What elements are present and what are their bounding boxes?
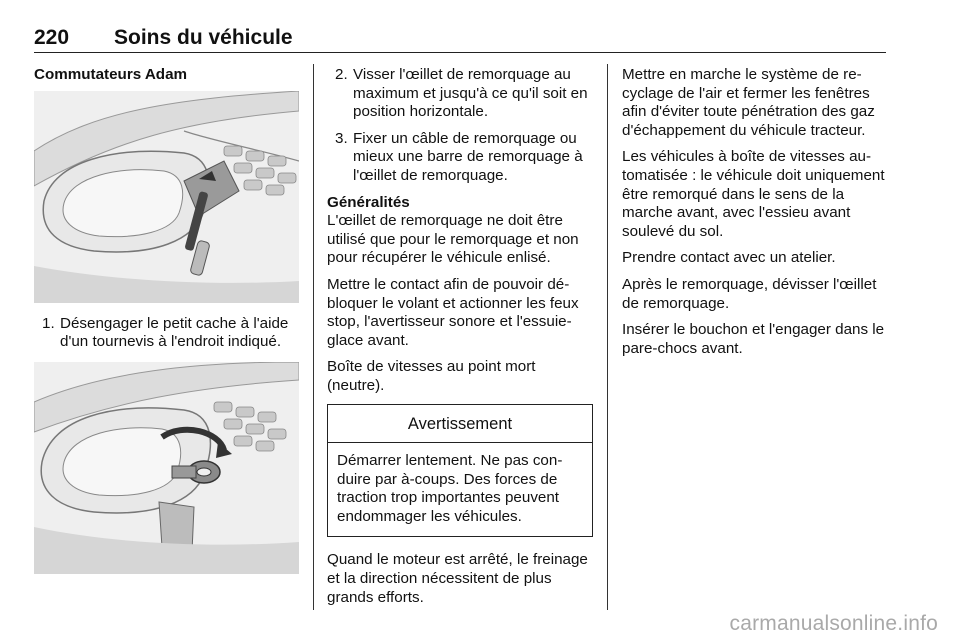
- step-text: Visser l'œillet de remorquage au maximum et jusqu'à ce qu'il soit en position horizontale.: [353, 66, 588, 121]
- column-left: [34, 66, 299, 574]
- paragraph: Prendre contact avec un atelier.: [622, 249, 836, 267]
- paragraph: Insérer le bouchon et l'engager dans le pare-chocs avant.: [622, 321, 885, 357]
- watermark: carmanualsonline.info: [729, 612, 938, 635]
- list-item: [327, 130, 593, 186]
- steps-list: [34, 315, 299, 352]
- paragraph: L'œillet de remorquage ne doit être utilisé que pour le remorquage et non pour récupérer le véhicule enlisé.: [327, 212, 579, 267]
- list-item: [34, 315, 299, 352]
- section-title: Soins du véhicule: [114, 26, 293, 49]
- column-right: [622, 66, 887, 366]
- step-number: 1.: [42, 314, 55, 332]
- step-text: Désengager le petit cache à l'aide d'un tournevis à l'endroit indiqué.: [60, 314, 289, 351]
- column-divider: [313, 64, 314, 610]
- paragraph: Mettre en marche le système de recyclage de l'air et fermer les fenêtres afin d'éviter toute pénétration des gaz d'échappement du véhicule tracteur.: [622, 66, 875, 139]
- step-text: Fixer un câble de remorquage ou mieux une barre de remorquage à l'œillet de remorquage.: [353, 129, 583, 184]
- generalites-heading: Généralités: [327, 193, 410, 211]
- paragraph: Mettre le contact afin de pouvoir débloquer le volant et actionner les feux stop, l'avertisseur sonore et l'essuie-glace avant.: [327, 275, 579, 349]
- column-divider: [607, 64, 608, 610]
- paragraph: Les véhicules à boîte de vitesses automatisée : le véhicule doit uniquement être remorqué dans le sens de la marche avant, avec l'essieu avant soulevé du sol.: [622, 148, 885, 240]
- subsection-heading: Commutateurs Adam: [34, 66, 188, 83]
- page-header: [34, 26, 886, 53]
- warning-box: [327, 404, 593, 538]
- illustration-towing-eye: [34, 362, 299, 574]
- paragraph: Quand le moteur est arrêté, le freinage et la direction nécessitent de plus grands efforts.: [327, 551, 588, 606]
- column-middle: [327, 66, 593, 615]
- bumper-cover-illustration: [34, 91, 299, 303]
- towing-eye-illustration: [34, 362, 299, 574]
- warning-title: Avertissement: [328, 405, 592, 444]
- warning-text: Démarrer lentement. Ne pas conduire par à-coups. Des forces de traction trop importantes peuvent endommager les véhicules.: [337, 452, 563, 525]
- steps-list: [327, 66, 593, 186]
- paragraph: Boîte de vitesses au point mort (neutre).: [327, 358, 536, 394]
- list-item: [327, 66, 593, 122]
- step-number: 2.: [335, 66, 348, 83]
- illustration-towing-eye-cover: [34, 91, 299, 303]
- page-number: 220: [34, 26, 70, 49]
- paragraph: Après le remorquage, dévisser l'œillet de remorquage.: [622, 275, 877, 312]
- step-number: 3.: [335, 129, 348, 147]
